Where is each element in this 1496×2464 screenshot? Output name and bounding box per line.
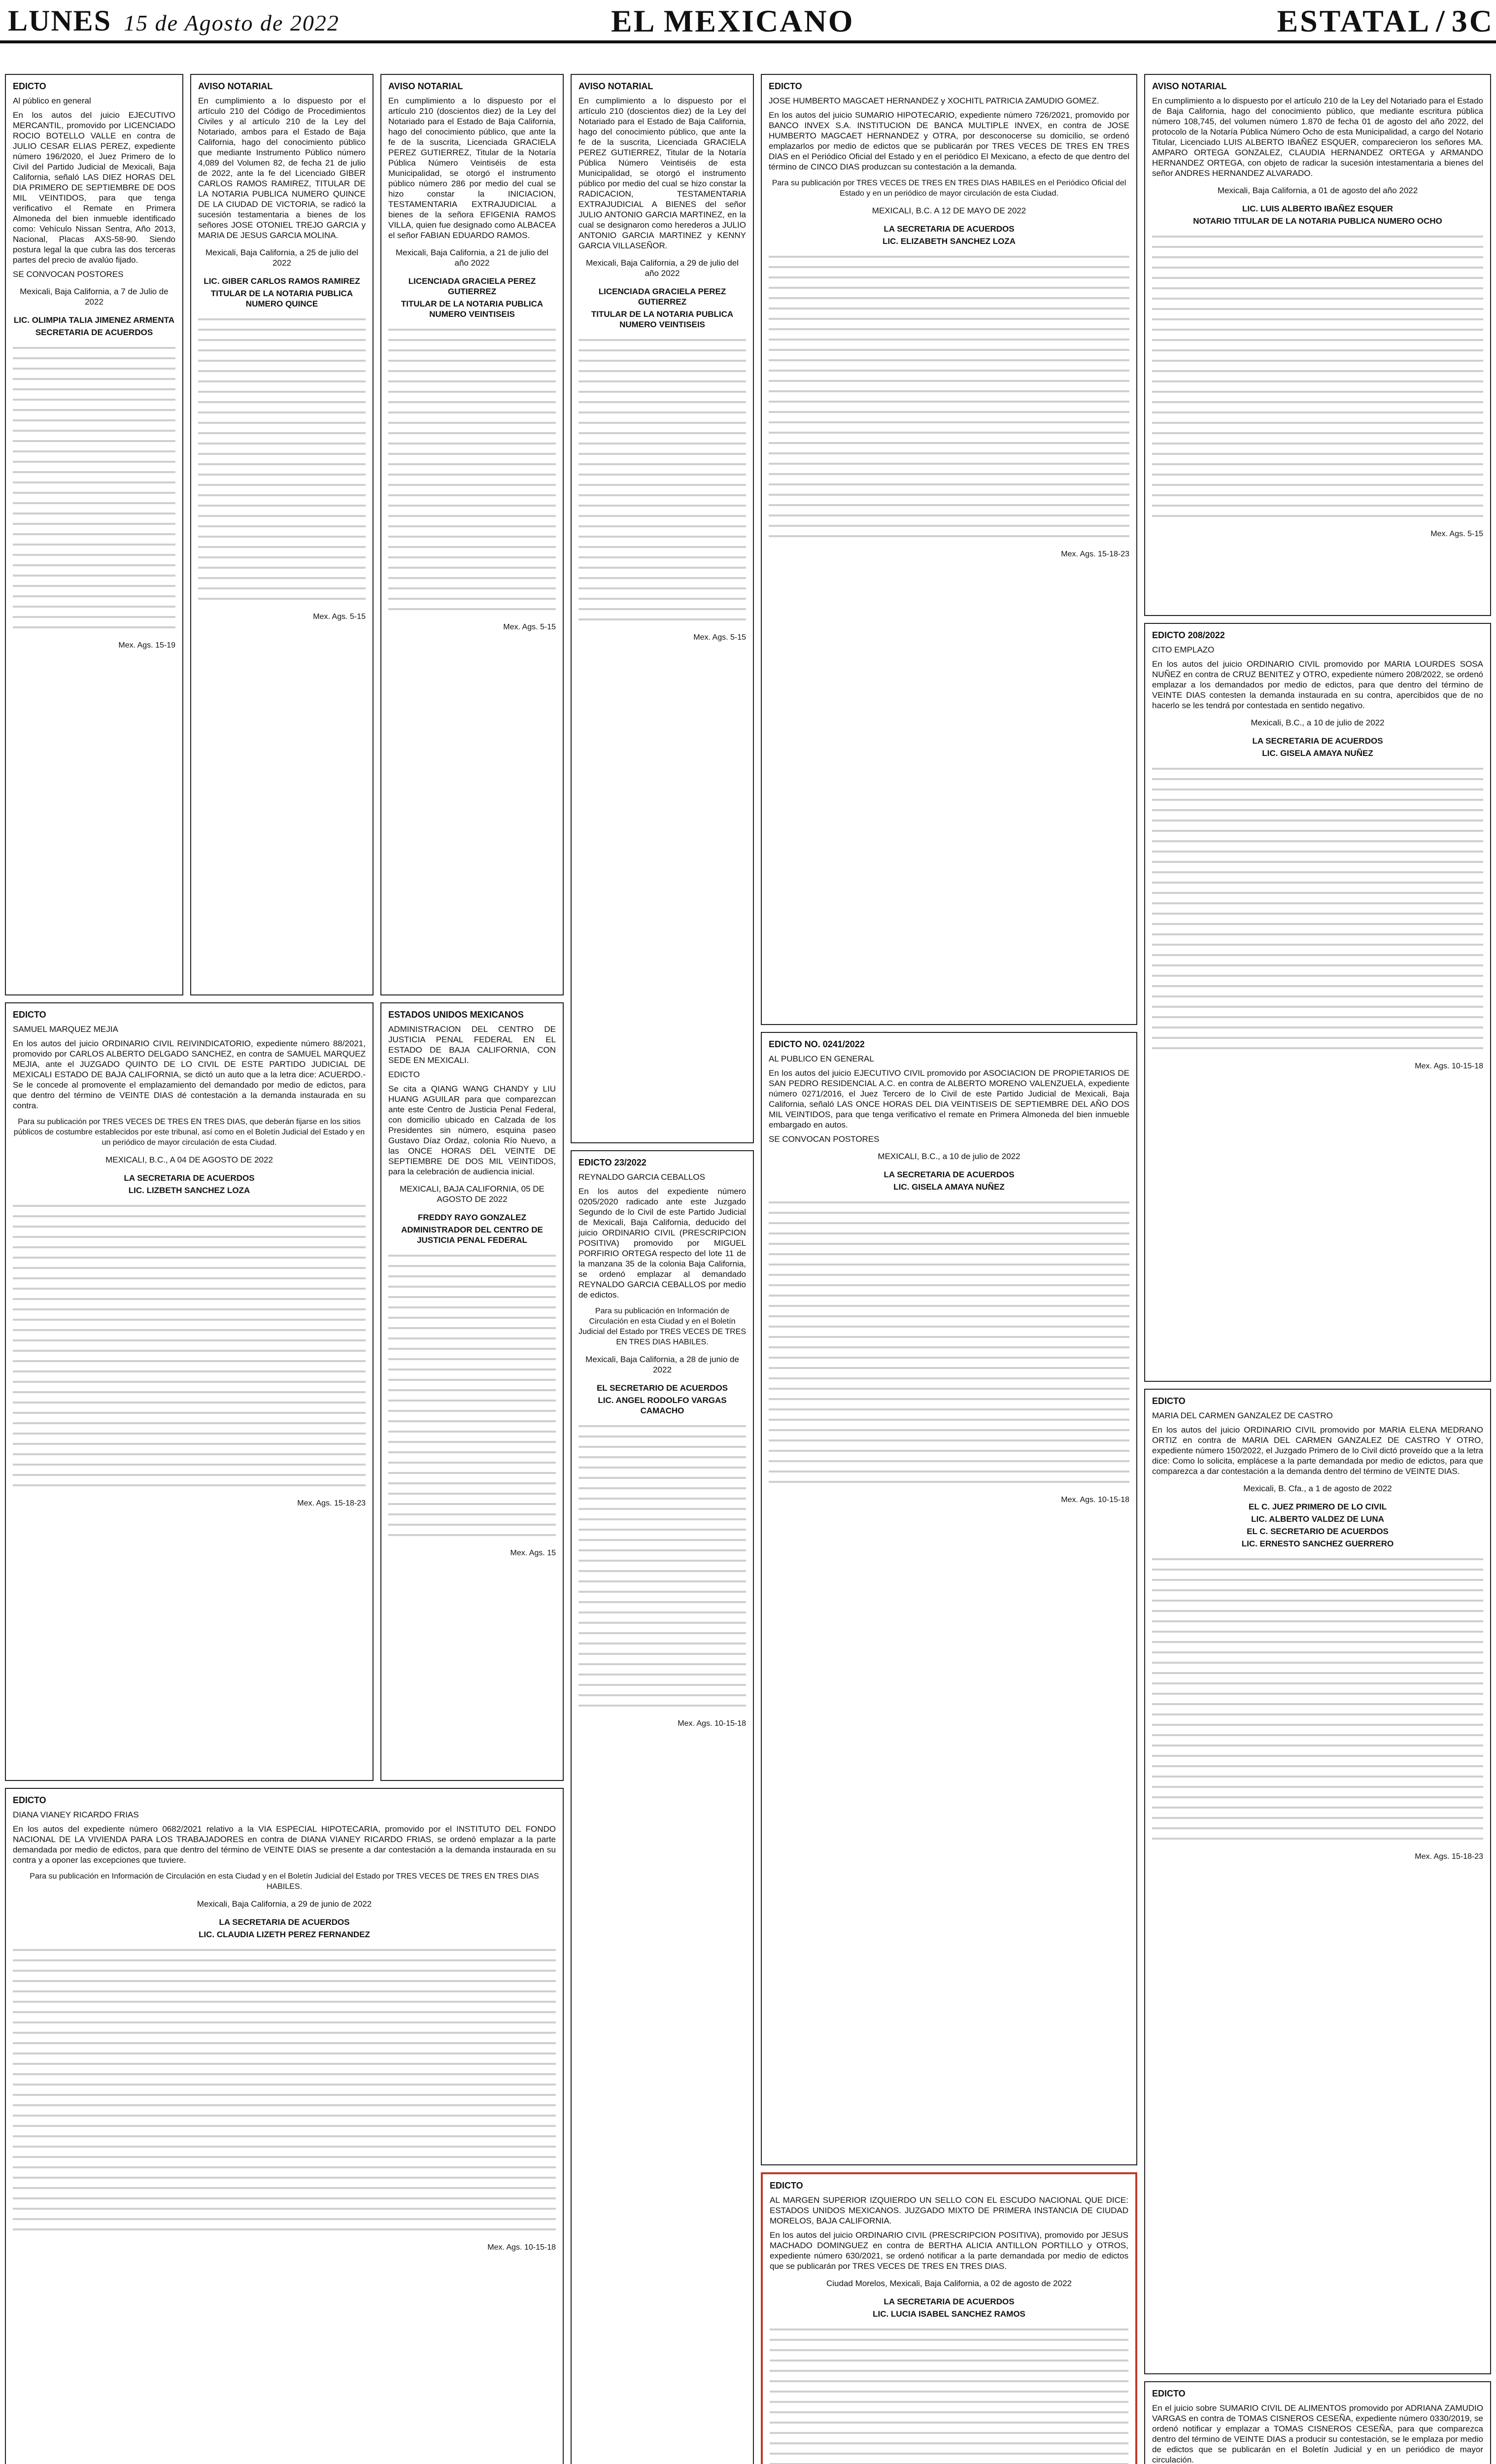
signature-line: LIC. OLIMPIA TALIA JIMENEZ ARMENTA [13,315,175,325]
notice-paragraph: En los autos del expediente número 0205/2020 radicado ante este Juzgado Segundo de lo Civil de este Partido Judicial de Mexicali, Baja California, deducido del juicio ORDINARIO CIVIL (PRESCRIPCION POSITIVA) promovido por MIGUEL PORFIRIO ORTEGA respecto del lote 11 de la manzana 35 de la colonia Baja California, se ordenó emplazar al demandado REYNALDO GARCIA CEBALLOS por medio de edictos. [578,1187,746,1300]
notice-place-date: Mexicali, Baja California, a 29 de junio de 2022 [197,1899,372,1909]
notice-signature [1152,204,1483,226]
notice-heading: ESTADOS UNIDOS MEXICANOS [388,1010,524,1020]
notice-paragraph: En los autos del juicio ORDINARIO CIVIL promovido por MARIA LOURDES SOSA NUÑEZ en contra de CRUZ BENITEZ y OTRO, expediente número 208/2022, se ordenó emplazar a los demandados por medio de edictos, para que dentro del término de VEINTE DIAS contesten la demanda instaurada en su contra, apercibidos que de no hacerlo se les tendrá por contestada en sentido negativo. [1152,659,1483,710]
notice-paragraph: Al público en general [13,96,91,105]
header-date: 15 de Agosto de 2022 [124,10,340,35]
newspaper-name: EL MEXICANO [611,3,854,38]
notice-aviso-notarial-hernandez [1144,74,1491,616]
notice-place-date: Mexicali, B.C., a 10 de julio de 2022 [1251,718,1385,727]
text-continuation-lines [13,1200,366,1491]
notice-body [13,96,175,279]
section-block: ESTATAL / 3C [1277,3,1494,38]
notice-signature [198,276,366,309]
notice-signature [1152,736,1483,758]
notice-paragraph: ADMINISTRACION DEL CENTRO DE JUSTICIA PENAL FEDERAL EN EL ESTADO DE BAJA CALIFORNIA, CON SEDE EN MEXICALI. [388,1025,556,1065]
notice-heading: EDICTO NO. 0241/2022 [769,1039,865,1049]
signature-line: TITULAR DE LA NOTARIA PUBLICA NUMERO VEINTISEIS [591,309,734,329]
text-continuation-lines [769,251,1129,542]
notice-place-date: MEXICALI, BAJA CALIFORNIA, 05 DE AGOSTO DE 2022 [400,1184,544,1204]
notice-signature [13,1917,556,1940]
notice-heading: AVISO NOTARIAL [388,81,463,91]
notice-heading: EDICTO [1152,1396,1186,1406]
text-continuation-lines [388,1250,556,1541]
notice-body [578,96,746,251]
notice-edicto-magcaet [761,74,1137,1025]
signature-line: ADMINISTRADOR DEL CENTRO DE JUSTICIA PENAL FEDERAL [401,1225,543,1245]
notice-publication-ref: Mex. Ags. 10-15-18 [1415,1062,1483,1070]
notice-aviso-notarial-garcia [571,74,754,1143]
notice-heading: AVISO NOTARIAL [1152,81,1227,91]
notice-publication-note: Para su publicación por TRES VECES DE TRES EN TRES DIAS HABILES en el Periódico Oficial del Estado y en un periódico de mayor circulación de esta Ciudad. [772,179,1126,198]
notice-paragraph: En los autos del juicio EJECUTIVO MERCANTIL, promovido por LICENCIADO ROCIO BOTELLO VALLE en contra de JULIO CESAR ELIAS PEREZ, expediente número 196/2020, el Juez Primero de lo Civil del Partido Judicial de Mexicali, Baja California, señaló LAS DIEZ HORAS DEL DIA PRIMERO DE SEPTIEMBRE DE DOS MIL VEINTIDOS, para que tenga verificativo el Remate en Primera Almoneda del bien inmueble identificado como: Vehículo Nissan Sentra, Año 2013, Nacional, Placas AXS-58-90. Siendo postura legal la que cubra las dos terceras partes del precio de avalúo fijado. [13,110,175,265]
notice-paragraph: En los autos del juicio ORDINARIO CIVIL (PRESCRIPCION POSITIVA), promovido por JESUS MACHADO DOMINGUEZ en contra de BERTHA ALICIA ANTILLON PORTILLO y OTROS, expediente número 630/2021, se ordenó notificar a la parte demandada por medio de edictos que se publicarán por TRES VECES DE TRES EN TRES DIAS. [770,2230,1128,2271]
signature-line: LIC. GISELA AMAYA NUÑEZ [893,1182,1005,1192]
notice-signature [13,315,175,338]
page-number: 3C [1451,3,1494,38]
signature-line: FREDDY RAYO GONZALEZ [417,1213,527,1222]
signature-line: LA SECRETARIA DE ACUERDOS [884,1170,1015,1179]
signature-line: LA SECRETARIA DE ACUERDOS [1252,736,1383,746]
signature-line: LA SECRETARIA DE ACUERDOS [884,224,1015,234]
signature-line: SECRETARIA DE ACUERDOS [35,328,153,337]
signature-line: LIC. LIZBETH SANCHEZ LOZA [128,1186,250,1195]
notice-place-date: Mexicali, Baja California, a 25 de julio del 2022 [205,248,358,268]
notice-heading: EDICTO [770,2181,803,2190]
notice-paragraph: En los autos del juicio ORDINARIO CIVIL REIVINDICATORIO, expediente número 88/2021, promovido por CARLOS ALBERTO DELGADO SANCHEZ, en contra de SAMUEL MARQUEZ MEJIA, ante el JUZGADO QUINTO DE LO CIVIL DE ESTE PARTIDO JUDICIAL DE MEXICALI ESTADO DE BAJA CALIFORNIA, se dictó un auto que a la letra dice: ACUERDO.- Se le concede al promovente el emplazamiento del demandado por medio de edictos, para que dentro del término de VEINTE DIAS dé contestación a la demanda instaurada en su contra. [13,1039,366,1110]
notice-signature [1152,1502,1483,1549]
notice-paragraph: SE CONVOCAN POSTORES [769,1134,880,1144]
notice-body [388,96,556,240]
signature-line: TITULAR DE LA NOTARIA PUBLICA NUMERO VEINTISEIS [401,299,544,319]
notice-paragraph: CITO EMPLAZO [1152,645,1215,654]
notice-heading: EDICTO [1152,2389,1186,2398]
notice-paragraph: En cumplimiento a lo dispuesto por el artículo 210 de la Ley del Notariado para el Estado de Baja California, hago del conocimiento público, que mediante escritura pública número 108,745, del volumen número 1.870 de fecha 01 de agosto del año 2022, del protocolo de la Notaría Pública Número Ocho de esta Municipalidad, a cargo del Notario Titular, Licenciado LUIS ALBERTO IBAÑEZ ESQUER, comparecieron los señores MA. AMPARO ORTEGA GONZALEZ, CLAUDIA HERNANDEZ ORTEGA y ARMANDO HERNANDEZ ORTEGA, con objeto de radicar la sucesión intestamentaria a bienes del señor ANDRES HERNANDEZ ALVARADO. [1152,96,1483,178]
text-continuation-lines [1152,763,1483,1054]
notice-paragraph: Se cita a QIANG WANG CHANDY y LIU HUANG AGUILAR para que comparezcan ante este Centro de Justicia Penal Federal, con domicilio ubicado en Calzada de los Presidentes sin número, esquina paseo Gustavo Díaz Ordaz, colonia Río Nuevo, a las ONCE HORAS DEL VEINTE DE SEPTIEMBRE DE DOS MIL VEINTIDOS, para la celebración de audiencia inicial. [388,1084,556,1176]
text-continuation-lines [198,314,366,605]
notice-paragraph: En cumplimiento a lo dispuesto por el artículo 210 (doscientos diez) de la Ley del Notariado para el Estado de Baja California, hago del conocimiento público, que ante la fe de la suscrita, Licenciada GRACIELA PEREZ GUTIERREZ, Titular de la Notaría Pública Número Veintiséis de esta Municipalidad, se otorgó el instrumento público por medio del cual se hizo constar la RADICACION, TESTAMENTARIA EXTRAJUDICIAL A BIENES del señor JULIO ANTONIO GARCIA MARTINEZ, en la cual se designaron como herederos a JULIO ANTONIO GARCIA MARTINEZ y KENNY GARCIA VILLASEÑOR. [578,96,746,250]
signature-line: LIC. ERNESTO SANCHEZ GUERRERO [1241,1539,1394,1548]
notice-publication-ref: Mex. Ags. 15 [510,1549,556,1557]
notice-publication-ref: Mex. Ags. 5-15 [693,633,746,642]
text-continuation-lines [769,1197,1129,1488]
notice-body [769,96,1129,172]
notice-place-date: MEXICALI, B.C. A 12 DE MAYO DE 2022 [872,206,1026,215]
notice-body [13,1024,366,1111]
section-name: ESTATAL [1277,3,1431,38]
notice-publication-note: Para su publicación en Información de Circulación en esta Ciudad y en el Boletín Judicial del Estado por TRES VECES DE TRES EN TRES DIAS HABILES. [578,1307,746,1346]
notice-publication-ref: Mex. Ags. 15-18-23 [1415,1852,1483,1861]
notice-paragraph: SE CONVOCAN POSTORES [13,270,124,279]
notice-place-date: Mexicali, Baja California, a 28 de junio de 2022 [585,1355,739,1374]
signature-line: LA SECRETARIA DE ACUERDOS [219,1917,350,1927]
notice-publication-ref: Mex. Ags. 5-15 [1430,530,1483,538]
signature-line: LIC. GISELA AMAYA NUÑEZ [1262,749,1373,758]
notice-place-date: Mexicali, B. Cfa., a 1 de agosto de 2022 [1243,1484,1392,1493]
notice-edicto-23-2022 [571,1150,754,2464]
text-continuation-lines [13,1945,556,2235]
notice-paragraph: AL PUBLICO EN GENERAL [769,1054,874,1063]
signature-line: LIC. GIBER CARLOS RAMOS RAMIREZ [204,276,360,286]
notice-paragraph: En los autos del juicio ORDINARIO CIVIL promovido por MARIA ELENA MEDRANO ORTIZ en contra de MARIA DEL CARMEN GANZALEZ DE CASTRO Y OTRO, expediente número 150/2022, el Juzgado Primero de lo Civil dictó proveído que a la letra dice: Como lo solicita, emplácese a la parte demandada por medio de edictos, para que comparezca a dar contestación a la demanda dentro del término de VEINTE DIAS. [1152,1425,1483,1476]
notice-heading: EDICTO 208/2022 [1152,630,1225,640]
notice-signature [769,1169,1129,1192]
notice-place-date: MEXICALI, B.C., a 10 de julio de 2022 [878,1152,1020,1161]
notice-body [198,96,366,240]
notice-place-date: Mexicali, Baja California, a 7 de Julio de 2022 [20,287,169,307]
notice-aviso-notarial-ramos-villa [380,74,564,995]
notice-estados-unidos-mexicanos [380,1002,564,1781]
notice-publication-ref: Mex. Ags. 15-18-23 [297,1499,366,1507]
signature-line: LIC. ALBERTO VALDEZ DE LUNA [1251,1514,1384,1524]
notice-body [578,1172,746,1300]
notice-heading: EDICTO [769,81,802,91]
notice-paragraph: En los autos del juicio EJECUTIVO CIVIL promovido por ASOCIACION DE PROPIETARIOS DE SAN PEDRO RESIDENCIAL A.C. en contra de ALBERTO MORENO VALENZUELA, expediente número 0271/2016, el Juez Tercero de lo Civil de este Partido Judicial de Mexicali, Baja California, señaló LAS ONCE HORAS DEL DIA VEINTISEIS DE SEPTIEMBRE DEL AÑO DOS MIL VEINTIDOS, para que tenga verificativo el remate en Primera Almoneda del bien inmueble embargado en autos. [769,1068,1129,1129]
text-continuation-lines [578,335,746,625]
notice-heading: AVISO NOTARIAL [578,81,653,91]
notice-aviso-notarial-trejo [190,74,374,995]
notice-heading: EDICTO [13,1010,46,1020]
notice-publication-ref: Mex. Ags. 10-15-18 [487,2243,556,2252]
notice-paragraph: AL MARGEN SUPERIOR IZQUIERDO UN SELLO CON EL ESCUDO NACIONAL QUE DICE: ESTADOS UNIDOS MEXICANOS. JUZGADO MIXTO DE PRIMERA INSTANCIA DE CIUDAD MORELOS, BAJA CALIFORNIA. [770,2195,1128,2225]
notice-place-date: Mexicali, Baja California, a 21 de julio del año 2022 [396,248,548,268]
notice-paragraph: REYNALDO GARCIA CEBALLOS [578,1172,705,1182]
notice-paragraph: DIANA VIANEY RICARDO FRIAS [13,1810,139,1819]
notice-body [388,1024,556,1177]
text-continuation-lines [1152,1554,1483,1845]
notice-edicto-alimentos [1144,2381,1491,2464]
notice-publication-ref: Mex. Ags. 5-15 [503,623,556,631]
notice-publication-ref: Mex. Ags. 10-15-18 [678,1719,746,1728]
notice-paragraph: En los autos del expediente número 0682/2021 relativo a la VIA ESPECIAL HIPOTECARIA, promovido por el INSTITUTO DEL FONDO NACIONAL DE LA VIVIENDA PARA LOS TRABAJADORES en contra de DIANA VIANEY RICARDO FRIAS, se ordenó emplazar a la parte demandada por medio de edictos, para que dentro del término de VEINTE DIAS se presente a dar contestación a la demanda instaurada en su contra y a oponer las excepciones que tuviere. [13,1824,556,1865]
text-continuation-lines [770,2324,1128,2464]
notice-publication-ref: Mex. Ags. 15-18-23 [1061,550,1129,558]
text-continuation-lines [578,1421,746,1711]
notice-place-date: MEXICALI, B.C., A 04 DE AGOSTO DE 2022 [105,1155,273,1164]
notice-paragraph: SAMUEL MARQUEZ MEJIA [13,1025,118,1034]
notice-place-date: Ciudad Morelos, Mexicali, Baja California, a 02 de agosto de 2022 [826,2279,1072,2288]
notice-edicto-0241 [761,1032,1137,2165]
notice-edicto-diana-ricardo [5,1788,564,2464]
notice-body [769,1054,1129,1144]
signature-line: LIC. LUIS ALBERTO IBAÑEZ ESQUER [1242,204,1394,213]
text-continuation-lines [1152,231,1483,522]
notice-paragraph: JOSE HUMBERTO MAGCAET HERNANDEZ y XOCHITL PATRICIA ZAMUDIO GOMEZ. [769,96,1099,105]
notice-signature [388,1212,556,1245]
notice-paragraph: EDICTO [388,1070,420,1079]
text-continuation-lines [13,342,175,633]
header-date-block [8,4,340,38]
notice-body [1152,2403,1483,2464]
signature-line: LIC. ELIZABETH SANCHEZ LOZA [882,237,1016,246]
signature-line: TITULAR DE LA NOTARIA PUBLICA NUMERO QUINCE [210,289,353,308]
signature-line: LICENCIADA GRACIELA PEREZ GUTIERREZ [408,276,536,296]
signature-line: EL C. SECRETARIO DE ACUERDOS [1247,1527,1389,1536]
signature-line: LIC. CLAUDIA LIZETH PEREZ FERNANDEZ [199,1930,370,1939]
header-day: LUNES [8,4,112,37]
notice-signature [578,1383,746,1416]
notice-signature [13,1173,366,1196]
notice-place-date: Mexicali, Baja California, a 01 de agosto del año 2022 [1217,186,1418,195]
notice-publication-note: Para su publicación en Información de Circulación en esta Ciudad y en el Boletín Judicial del Estado por TRES VECES DE TRES EN TRES DIAS HABILES. [30,1872,539,1891]
notice-paragraph: En los autos del juicio SUMARIO HIPOTECARIO, expediente número 726/2021, promovido por BANCO INVEX S.A. INSTITUCION DE BANCA MULTIPLE INVEX, en contra de JOSE HUMBERTO MAGCAET HERNANDEZ y OTRA, por desconocerse su domicilio, se ordenó emplazarlos por medio de edictos que se publicarán por TRES VECES DE TRES EN TRES DIAS en el Periódico Oficial del Estado y en el periódico El Mexicano, a efecto de que dentro del término de CINCO DIAS produzcan su contestación a la demanda. [769,110,1129,171]
signature-line: LA SECRETARIA DE ACUERDOS [124,1173,255,1183]
notice-edicto-208 [1144,623,1491,1382]
notice-heading: EDICTO [13,1795,46,1805]
notice-publication-ref: Mex. Ags. 15-19 [118,641,175,650]
notice-paragraph: En el juicio sobre SUMARIO CIVIL DE ALIMENTOS promovido por ADRIANA ZAMUDIO VARGAS en contra de TOMAS CISNEROS CESEÑA, expediente número 0330/2019, se ordenó notificar y emplazar a TOMAS CISNEROS CESEÑA, para que comparezca dentro del término de VEINTE DIAS a producir su contestación, se le emplaza por medio de edictos que se publicarán en el Boletín Judicial y en un periódico de mayor circulación. [1152,2403,1483,2464]
signature-line: LIC. ANGEL RODOLFO VARGAS CAMACHO [598,1396,727,1415]
signature-line: EL SECRETARIO DE ACUERDOS [596,1383,728,1393]
notice-signature [388,276,556,319]
notice-body [1152,96,1483,178]
notice-publication-note: Para su publicación por TRES VECES DE TRES EN TRES DIAS, que deberán fijarse en los sitios públicos de costumbre establecidos por este tribunal, así como en el Boletín Judicial del Estado y en un periódico de mayor circulación de esta Ciudad. [13,1118,365,1147]
notice-edicto-ciudad-morelos [761,2172,1137,2464]
notice-signature [769,224,1129,246]
notice-heading: EDICTO [13,81,46,91]
notice-paragraph: En cumplimiento a lo dispuesto por el artículo 210 del Código de Procedimientos Civiles y al artículo 210 de la Ley del Notariado, ambos para el Estado de Baja California, hago del conocimiento público que mediante Instrumento Público número 4,089 del Volumen 82, de fecha 21 de julio de 2022, ante la fe del Licenciado GIBER CARLOS RAMOS RAMIREZ, TITULAR DE LA NOTARIA PUBLICA NUMERO QUINCE DE LA CIUDAD DE VICTORIA, se radicó la sucesión testamentaria a bienes de los señores JOSE OTONIEL TREJO GARCIA y MARIA DE JESUS GARCIA MOLINA. [198,96,366,240]
notice-body [1152,1410,1483,1476]
page-header [0,0,1496,43]
notice-paragraph: En cumplimiento a lo dispuesto por el artículo 210 (doscientos diez) de la Ley del Notariado para el Estado de Baja California, hago del conocimiento público, que ante la fe de la suscrita, Licenciada GRACIELA PEREZ GUTIERREZ, Titular de la Notaría Pública Número Veintiséis de esta Municipalidad, se otorgó el instrumento público número 286 por medio del cual se hizo constar la INICIACION, TESTAMENTARIA EXTRAJUDICIAL a bienes de la señora EFIGENIA RAMOS VILLA, quien fue designado como ALBACEA el señor FABIAN EDUARDO RAMOS. [388,96,556,240]
notice-edicto-samuel-marquez [5,1002,374,1781]
signature-line: LICENCIADA GRACIELA PEREZ GUTIERREZ [598,287,726,307]
notice-place-date: Mexicali, Baja California, a 29 de julio del año 2022 [586,258,739,278]
notice-paragraph: MARIA DEL CARMEN GANZALEZ DE CASTRO [1152,1411,1333,1420]
notice-signature [578,286,746,330]
signature-line: LA SECRETARIA DE ACUERDOS [884,2297,1015,2306]
text-continuation-lines [388,324,556,615]
notice-remate-rocio-botello [5,74,183,995]
notice-signature [770,2296,1128,2319]
notice-body [1152,645,1483,711]
notice-edicto-ganzalez-castro [1144,1389,1491,2374]
signature-line: LIC. LUCIA ISABEL SANCHEZ RAMOS [873,2309,1025,2319]
notice-publication-ref: Mex. Ags. 10-15-18 [1061,1496,1129,1504]
notice-publication-ref: Mex. Ags. 5-15 [313,613,366,621]
signature-line: NOTARIO TITULAR DE LA NOTARIA PUBLICA NUMERO OCHO [1193,216,1442,226]
notice-heading: EDICTO 23/2022 [578,1158,646,1167]
signature-line: EL C. JUEZ PRIMERO DE LO CIVIL [1248,1502,1387,1511]
notice-heading: AVISO NOTARIAL [198,81,273,91]
notice-body [770,2195,1128,2271]
notice-body [13,1810,556,1865]
